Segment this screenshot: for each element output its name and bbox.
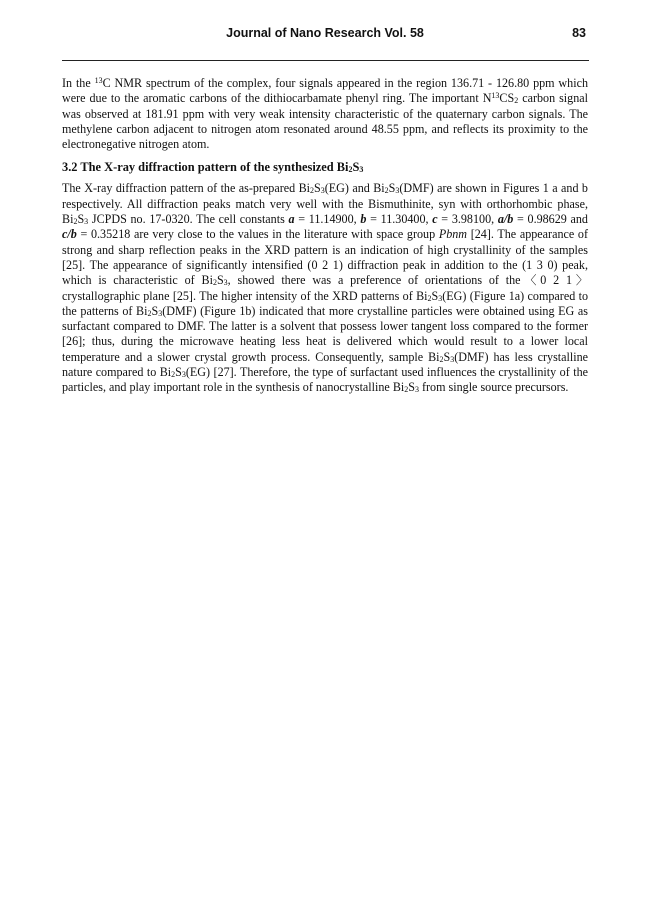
subscript: 3 bbox=[223, 278, 228, 288]
xrd-text: (EG) (Figure 1a) compared to the patterns of Bi bbox=[62, 288, 589, 318]
xrd-text: S bbox=[77, 212, 85, 227]
section-heading bbox=[62, 159, 588, 175]
nmr-text: In the bbox=[62, 76, 95, 90]
subscript: 3 bbox=[450, 354, 455, 364]
xrd-text: (EG) and Bi bbox=[324, 181, 385, 196]
xrd-text: (DMF) are shown in Figures 1 a and b respectively. All diffraction peaks match very well with the Bismuthinite, syn with orthorhombic phase, Bi bbox=[62, 181, 588, 227]
xrd-text: S bbox=[314, 181, 321, 196]
xrd-text: = 0.98629 and bbox=[513, 212, 588, 227]
xrd-text: [24]. The appearance of strong and sharp reflection peaks in the XRD pattern is an indication of high crystallinity of the samples [25]. The appearance of significantly intensified (0 2 1) diffraction peak in addition to the (1 3 0) peak, which is characteristic of Bi bbox=[62, 227, 588, 288]
xrd-text: = 0.35218 are very close to the values in the literature with space group bbox=[76, 227, 439, 242]
subscript: 3 bbox=[158, 308, 163, 318]
subscript: 2 bbox=[439, 354, 444, 364]
xrd-text: = 11.14900, bbox=[294, 212, 361, 227]
xrd-text: S bbox=[151, 303, 159, 318]
subscript: 2 bbox=[384, 186, 389, 196]
subscript: 3 bbox=[320, 186, 325, 196]
xrd-paragraph bbox=[62, 181, 588, 395]
subscript: 2 bbox=[348, 165, 353, 175]
article-body bbox=[62, 76, 588, 396]
xrd-text: S bbox=[175, 365, 182, 380]
cell-constant-a: a bbox=[288, 212, 295, 227]
subscript: 2 bbox=[514, 96, 519, 106]
xrd-text: S bbox=[443, 349, 451, 364]
header-rule bbox=[62, 60, 589, 61]
xrd-text: The X-ray diffraction pattern of the as-prepared Bi bbox=[62, 181, 311, 196]
subscript: 3 bbox=[438, 293, 443, 303]
running-header bbox=[62, 24, 588, 42]
page-number: 83 bbox=[572, 26, 586, 40]
xrd-text: (EG) [27]. Therefore, the type of surfactant used influences the crystallinity of the particles, and play important role in the synthesis of nanocrystalline Bi bbox=[62, 365, 588, 395]
nmr-text: CS bbox=[499, 91, 515, 106]
section-heading-text: S bbox=[352, 160, 360, 175]
xrd-text: S bbox=[388, 181, 396, 196]
subscript: 3 bbox=[414, 385, 419, 395]
subscript: 3 bbox=[359, 165, 364, 175]
xrd-text: (DMF) has less crystalline nature compared to Bi bbox=[62, 349, 588, 380]
subscript: 2 bbox=[404, 385, 409, 395]
superscript: 13 bbox=[94, 76, 103, 85]
xrd-text: = 11.30400, bbox=[366, 212, 433, 227]
xrd-text: S bbox=[408, 380, 415, 395]
subscript: 2 bbox=[310, 186, 315, 196]
xrd-text: S bbox=[216, 273, 224, 288]
xrd-text: (DMF) (Figure 1b) indicated that more crystalline particles were obtained using EG as surfactant compared to DMF. The latter is a solvent that possess lower tangent loss compared to the former [26]; thus, during the microwave heating less heat is delivered which would result to a lower local temperature and a slower crystal growth process. Consequently, sample Bi bbox=[62, 303, 588, 364]
cell-constant-c: c bbox=[432, 212, 438, 227]
subscript: 3 bbox=[395, 186, 400, 196]
subscript: 3 bbox=[84, 217, 89, 227]
xrd-text: JCPDS no. 17-0320. The cell constants bbox=[88, 212, 289, 227]
subscript: 2 bbox=[212, 278, 217, 288]
journal-title: Journal of Nano Research Vol. 58 bbox=[226, 26, 424, 40]
xrd-text: S bbox=[431, 288, 439, 303]
nmr-paragraph bbox=[62, 76, 588, 152]
cell-constant-b: b bbox=[360, 212, 367, 227]
space-group: Pbnm bbox=[438, 227, 468, 242]
subscript: 3 bbox=[181, 370, 186, 380]
xrd-text: , showed there was a preference of orientations of the〈0 2 1〉crystallographic plane [25]. The higher intensity of the XRD patterns of Bi bbox=[62, 273, 588, 303]
subscript: 2 bbox=[427, 293, 432, 303]
xrd-text: from single source precursors. bbox=[418, 380, 569, 395]
ratio-a-b: a/b bbox=[497, 212, 514, 227]
subscript: 2 bbox=[147, 308, 152, 318]
xrd-text: = 3.98100, bbox=[437, 212, 498, 227]
section-heading-text: 3.2 The X-ray diffraction pattern of the synthesized Bi bbox=[62, 160, 349, 175]
subscript: 2 bbox=[73, 217, 78, 227]
nmr-text: C NMR spectrum of the complex, four signals appeared in the region 136.71 - 126.80 ppm which were due to the aromatic carbons of the dithiocarbamate phenyl ring. The important N bbox=[62, 76, 588, 106]
nmr-text: carbon signal was observed at 181.91 ppm with very weak intensity characteristic of the quaternary carbon signals. The methylene carbon adjacent to nitrogen atom resonated around 48.55 ppm, and reflects its proximity to the electronegative nitrogen atom. bbox=[62, 91, 588, 152]
subscript: 2 bbox=[171, 370, 176, 380]
ratio-c-b: c/b bbox=[62, 227, 77, 242]
superscript: 13 bbox=[491, 91, 500, 101]
